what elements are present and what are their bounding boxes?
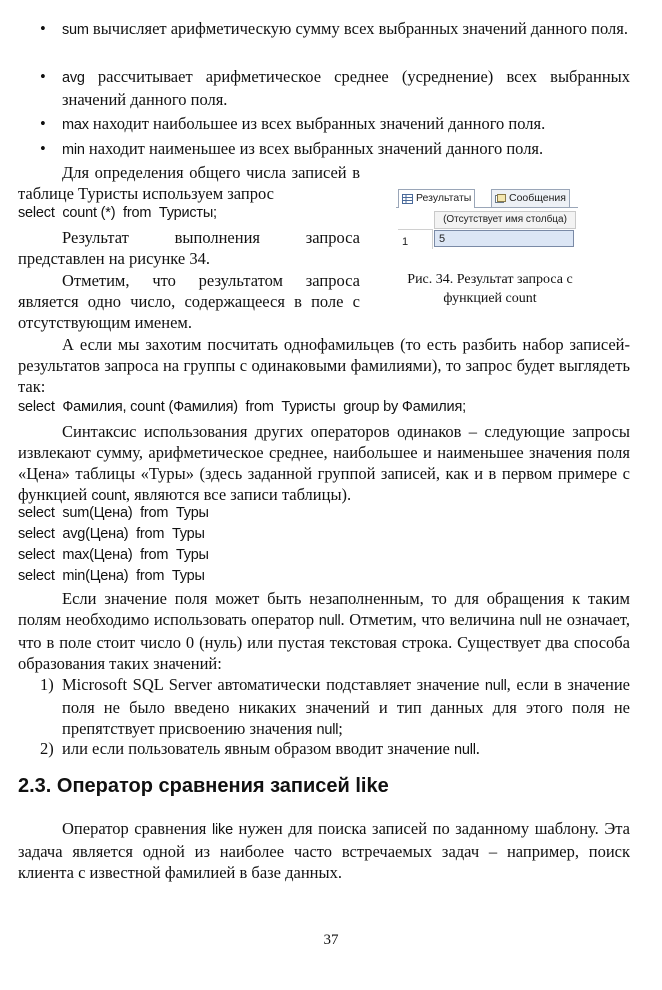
code-null: null [318,613,341,629]
tab-results[interactable] [398,189,475,208]
bullet-dot: • [40,114,46,133]
bullet-text: находит наименьшее из всех выбранных значений данного поля. [84,139,544,158]
code-max: max [62,117,89,133]
null-text-1: Если значение поля может быть незаполненным, то для обращения к таким полям необходимо использовать оператор [18,589,630,629]
row-number: 1 [402,236,409,248]
paragraph-count: Для определения общего числа записей в таблице Туристы используем запрос [18,163,360,203]
paragraph-null [18,588,630,674]
bullet-text: вычисляет арифметическую сумму всех выбранных значений данного поля. [88,19,628,38]
grid-icon [402,193,413,203]
tab-messages[interactable] [491,189,570,207]
bullet-item-sum [40,18,630,41]
bullet-dot: • [40,139,46,158]
bullet-dot: • [40,67,46,86]
column-header[interactable]: (Отсутствует имя столбца) [434,211,576,229]
like-text-2: нужен для поиска записей по заданному шаблону. Эта задача является одной из наиболее часто встречаемых задач – например, поиск клиента с известной фамилией в базе данных. [18,819,630,882]
list-number: 1) [40,675,54,694]
paragraph-note: Отметим, что результатом запроса является одно число, содержащееся в поле с отсутствующим именем. [18,271,360,332]
query-min: select min(Цена) from Туры [18,568,205,584]
paragraph-result: Результат выполнения запроса представлен на рисунке 34. [18,228,360,268]
query-sum: select sum(Цена) from Туры [18,505,209,521]
bullet-dot: • [40,19,46,38]
code-null: null [484,678,507,694]
syntax-text-2: , являются все записи таблицы). [125,485,352,504]
list-item-1 [40,674,630,741]
page-number: 37 [323,932,339,948]
caption-line-2: функцией count [443,291,537,306]
bullet-item-avg [40,66,630,110]
query-max: select max(Цена) from Туры [18,547,209,563]
result-cell[interactable]: 5 [434,230,574,247]
bullet-item-max [40,113,630,136]
results-grid [396,208,578,248]
paragraph-group: А если мы захотим посчитать однофамильцев (то есть разбить набор записей-результатов запроса на группы с одинаковыми фамилиями), то запрос будет выглядеть так: [18,335,630,396]
list-text: Microsoft SQL Server автоматически подставляет значение [62,675,485,694]
query-count: select count (*) from Туристы; [18,205,217,221]
syntax-text-1: Синтаксис использования других операторов одинаков – следующие запросы извлекают сумму, арифметическое среднее, наибольшее и наименьшее значения поля «Цена» таблицы «Туры» (здесь заданной группой записей, как и в первом примере с функцией [18,422,630,504]
paragraph-like [18,818,630,883]
list-text: ; [338,719,343,738]
bullet-text: находит наибольшее из всех выбранных значений данного поля. [88,114,546,133]
list-number: 2) [40,739,54,758]
code-like: like [211,822,233,838]
query-group: select Фамилия, count (Фамилия) from Туристы group by Фамилия; [18,399,466,415]
results-figure [396,187,578,249]
bullet-text: рассчитывает арифметическое среднее (усреднение) всех выбранных значений данного поля. [62,67,630,109]
caption-line-1: Рис. 34. Результат запроса с [407,272,573,287]
code-sum: sum [62,22,89,38]
like-text-1: Оператор сравнения [62,819,212,838]
null-text-2: . Отметим, что величина [340,610,520,629]
figure-caption [380,270,600,308]
results-tab-strip [396,187,578,208]
paragraph-syntax [18,421,630,507]
code-min: min [62,142,85,158]
list-text: , если в значение поля не было введено никаких значений и тип данных для этого поля не препятствует присвоению значения [62,675,630,738]
messages-icon [495,193,506,203]
list-text: или если пользователь явным образом вводит значение [62,739,454,758]
code-null: null [519,613,542,629]
section-heading: 2.3. Оператор сравнения записей like [18,775,389,797]
query-avg: select avg(Цена) from Туры [18,526,205,542]
code-avg: avg [62,70,85,86]
list-item-2 [40,738,630,761]
null-text-3: не означает, что в поле стоит число 0 (нуль) или пустая текстовая строка. Существует два способа образования таких значений: [18,610,630,673]
code-count: count [91,488,126,504]
list-text: . [475,739,480,758]
code-null: null [316,722,339,738]
code-null: null [454,742,476,758]
tab-messages-label: Сообщения [509,192,566,204]
tab-results-label: Результаты [416,192,472,204]
bullet-item-min [40,138,630,161]
